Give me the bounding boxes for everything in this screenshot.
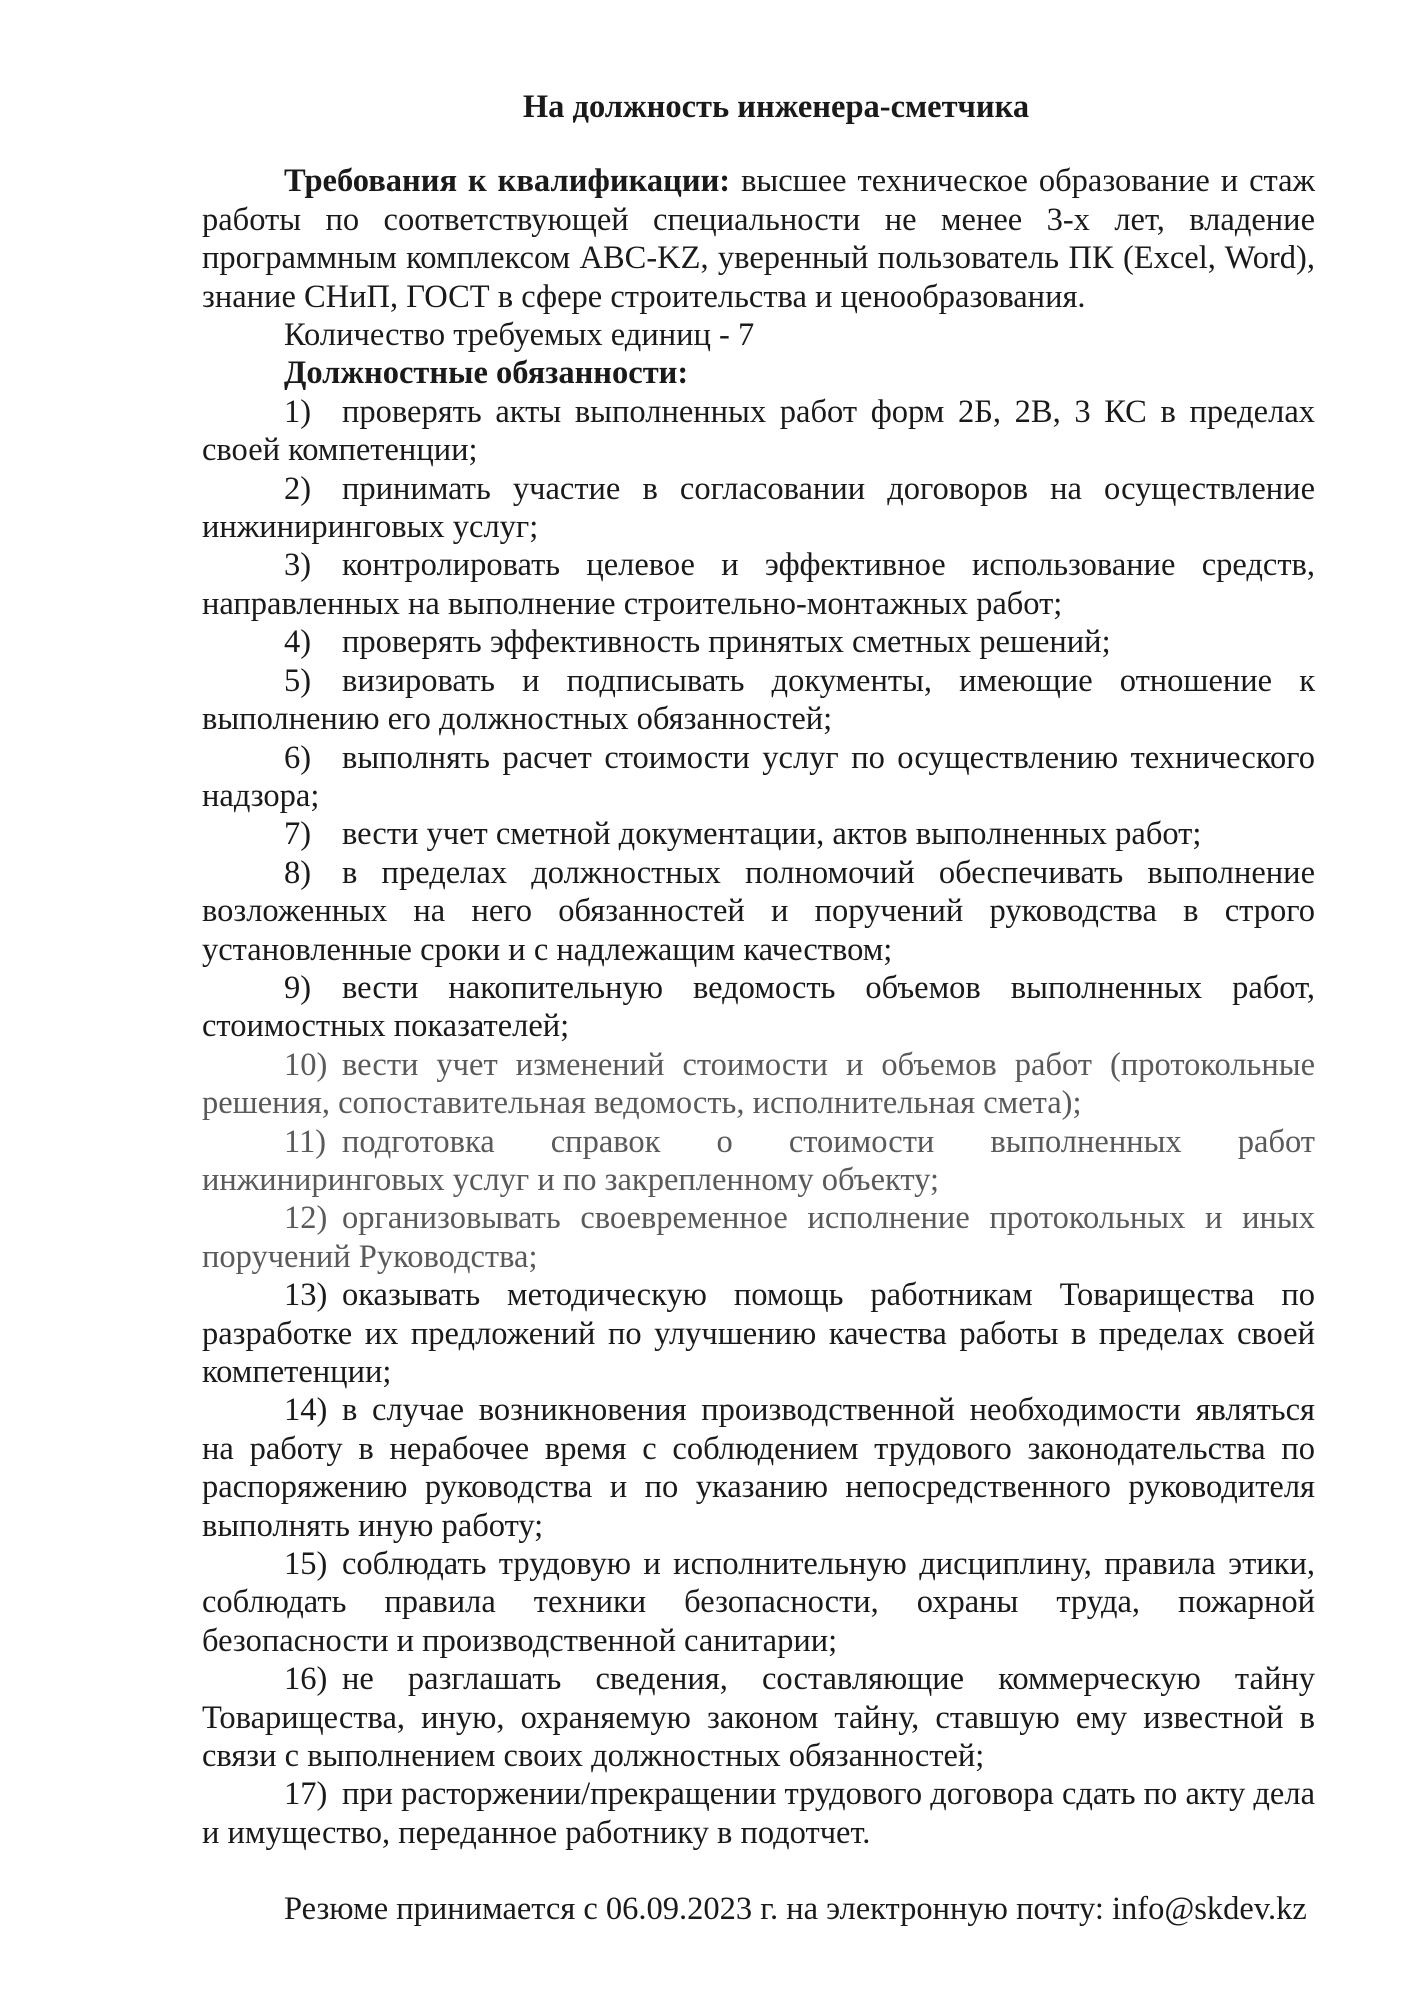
duty-text: в пределах должностных полномочий обеспечивать выполнение возложенных на него обязанностей и поручений руководства в строго установленные сроки и с надлежащим качеством; <box>202 854 1315 968</box>
duty-text: проверять эффективность принятых сметных решений; <box>342 624 1111 661</box>
duty-number: 13) <box>284 1277 328 1314</box>
duty-item <box>202 1660 1315 1775</box>
duty-number: 11) <box>284 1123 327 1160</box>
duty-number: 6) <box>284 739 312 776</box>
qualification-text: высшее техническое образование и стаж работы по соответствующей специальности не менее 3-х лет, владение программным комплексом АВС-KZ, уверенный пользователь ПК (Excel, Word), знание СНиП, ГОСТ в сфере строительства и ценообразования. <box>202 163 1315 315</box>
duty-text: вести учет изменений стоимости и объемов работ (протокольные решения, сопоставительная ведомость, исполнительная смета); <box>202 1046 1315 1122</box>
duty-item <box>202 815 1315 853</box>
duty-item <box>202 1046 1315 1123</box>
duty-number: 7) <box>284 816 312 853</box>
duty-number: 3) <box>284 547 312 584</box>
duty-item <box>202 470 1315 547</box>
duties-heading: Должностные обязанности: <box>284 355 689 392</box>
duty-number: 15) <box>284 1546 328 1583</box>
duty-item <box>202 1199 1315 1276</box>
duty-number: 1) <box>284 393 312 430</box>
duty-item <box>202 1276 1315 1391</box>
duty-text: соблюдать трудовую и исполнительную дисциплину, правила этики, соблюдать правила техники безопасности, охраны труда, пожарной безопасности и производственной санитарии; <box>202 1546 1315 1659</box>
duty-number: 8) <box>284 854 312 891</box>
qualification-paragraph <box>202 162 1315 316</box>
duty-text: принимать участие в согласовании договоров на осуществление инжиниринговых услуг; <box>202 470 1315 546</box>
duty-item <box>202 546 1315 623</box>
document-page <box>202 88 1315 1929</box>
duty-text: вести накопительную ведомость объемов выполненных работ, стоимостных показателей; <box>202 969 1315 1045</box>
duty-number: 5) <box>284 662 312 699</box>
duty-text: визировать и подписывать документы, имеющие отношение к выполнению его должностных обязанностей; <box>202 662 1315 738</box>
duty-number: 2) <box>284 470 312 507</box>
duty-item <box>202 854 1315 969</box>
duty-number: 4) <box>284 624 312 661</box>
duty-text: не разглашать сведения, составляющие коммерческую тайну Товарищества, иную, охраняемую законом тайну, ставшую ему известной в связи с выполнением своих должностных обязанностей; <box>202 1661 1315 1775</box>
document-title: На должность инженера-сметчика <box>522 89 1030 125</box>
duty-number: 12) <box>284 1200 328 1237</box>
duty-item <box>202 1123 1315 1200</box>
duty-item <box>202 393 1315 470</box>
duty-number: 16) <box>284 1661 328 1698</box>
duty-number: 14) <box>284 1392 328 1429</box>
duty-text: в случае возникновения производственной необходимости являться на работу в нерабочее время с соблюдением трудового законодательства по распоряжению руководства и по указанию непосредственного руководителя выполнять иную работу; <box>202 1392 1315 1544</box>
qualification-label: Требования к квалификации: <box>284 163 731 200</box>
duty-item <box>202 662 1315 739</box>
duty-number: 9) <box>284 969 312 1006</box>
duty-item <box>202 1391 1315 1545</box>
duty-text: проверять акты выполненных работ форм 2Б, 2В, 3 КС в пределах своей компетенции; <box>202 393 1315 469</box>
duty-item <box>202 1545 1315 1660</box>
duty-number: 17) <box>284 1776 328 1813</box>
duty-item <box>202 969 1315 1046</box>
duty-item <box>202 623 1315 661</box>
duty-text: подготовка справок о стоимости выполненных работ инжиниринговых услуг и по закрепленному объекту; <box>202 1123 1315 1198</box>
units-text: Количество требуемых единиц - 7 <box>284 317 755 354</box>
duty-text: организовывать своевременное исполнение протокольных и иных поручений Руководства; <box>202 1200 1315 1275</box>
duty-number: 10) <box>284 1046 328 1083</box>
duty-text: при расторжении/прекращении трудового договора сдать по акту дела и имущество, переданное работнику в подотчет. <box>202 1776 1315 1851</box>
duty-text: контролировать целевое и эффективное использование средств, направленных на выполнение строительно-монтажных работ; <box>202 547 1315 622</box>
resume-paragraph: Резюме принимается с 06.09.2023 г. на электронную почту: info@skdev.kz <box>284 1891 1307 1928</box>
duty-text: вести учет сметной документации, актов выполненных работ; <box>342 816 1202 853</box>
duties-list <box>202 393 1315 1852</box>
duty-item <box>202 739 1315 816</box>
duty-text: оказывать методическую помощь работникам Товарищества по разработке их предложений по улучшению качества работы в пределах своей компетенции; <box>202 1277 1315 1390</box>
duty-item <box>202 1775 1315 1852</box>
duty-text: выполнять расчет стоимости услуг по осуществлению технического надзора; <box>202 739 1315 814</box>
